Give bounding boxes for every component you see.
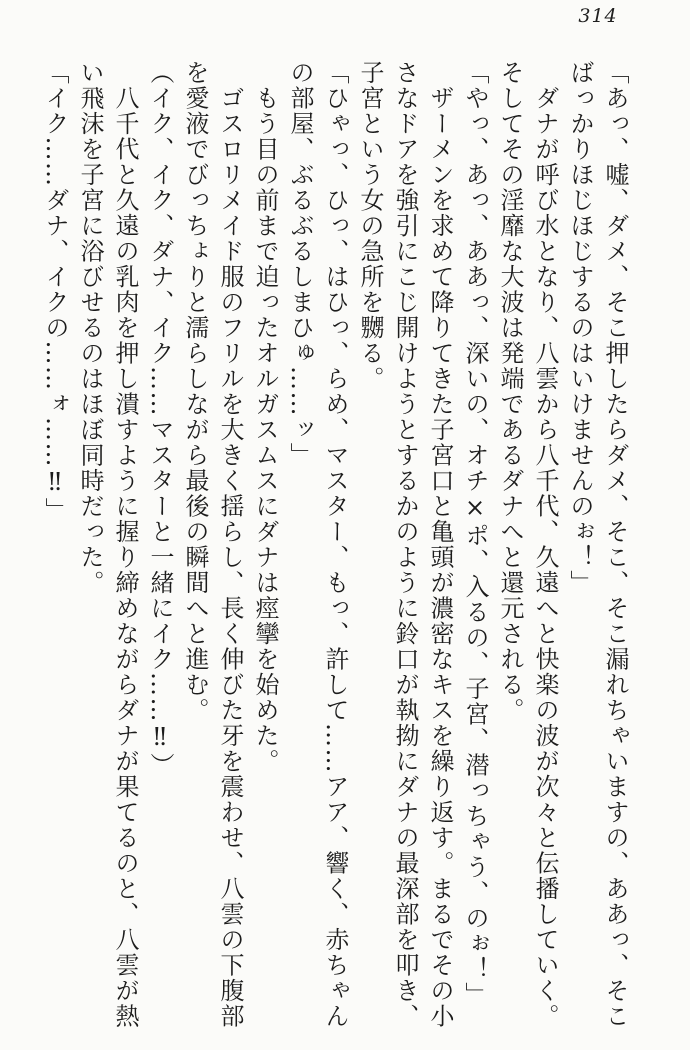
text-column: ゴスロリメイド服のフリルを大きく揺らし、長く伸びた牙を震わせ、八雲の下腹部 bbox=[216, 60, 244, 1029]
page-number: 314 bbox=[578, 5, 618, 27]
text-column: 「やっ、あっ、ああっ、深いの、オチ×ポ、入るの、子宮、潜っちゃう、のぉ！」 bbox=[461, 60, 489, 1008]
text-column: 「あっ、嘘、ダメ、そこ押したらダメ、そこ、そこ漏れちゃいますの、ああっ、そこ bbox=[601, 60, 629, 1029]
text-column: い飛沫を子宮に浴びせるのはほぼ同時だった。 bbox=[76, 60, 104, 596]
text-column: ザーメンを求めて降りてきた子宮口と亀頭が濃密なキスを繰り返す。まるでその小 bbox=[426, 60, 454, 1029]
text-column: 八千代と久遠の乳肉を押し潰すように握り締めながらダナが果てるのと、八雲が熱 bbox=[111, 60, 139, 1029]
text-column: もう目の前まで迫ったオルガスムスにダナは痙攣を始めた。 bbox=[251, 60, 279, 774]
text-column: さなドアを強引にこじ開けようとするかのように鈴口が執拗にダナの最深部を叩き、 bbox=[391, 60, 419, 1029]
text-column: そしてその淫靡な大波は発端であるダナへと還元される。 bbox=[496, 60, 524, 723]
text-column: ばっかりほじほじするのはいけませんのぉ！」 bbox=[566, 60, 594, 596]
text-column: の部屋、ぶるぶるしまひゅ……ッ」 bbox=[286, 60, 314, 468]
text-column: 「ひゃっ、ひっ、はひっ、らめ、マスター、もっ、許して……アア、響く、赤ちゃん bbox=[321, 60, 349, 1029]
text-column: 「イク……ダナ、イクの……ォ……‼」 bbox=[41, 60, 69, 523]
text-column: を愛液でびっちょりと濡らしながら最後の瞬間へと進む。 bbox=[181, 60, 209, 723]
novel-text-block bbox=[32, 60, 632, 1044]
text-column: ダナが呼び水となり、八雲から八千代、久遠へと快楽の波が次々と伝播していく。 bbox=[531, 60, 559, 1029]
text-column: （イク、イク、ダナ、イク……マスターと一緒にイク……‼） bbox=[146, 60, 174, 778]
text-column: 子宮という女の急所を嬲る。 bbox=[356, 60, 384, 392]
